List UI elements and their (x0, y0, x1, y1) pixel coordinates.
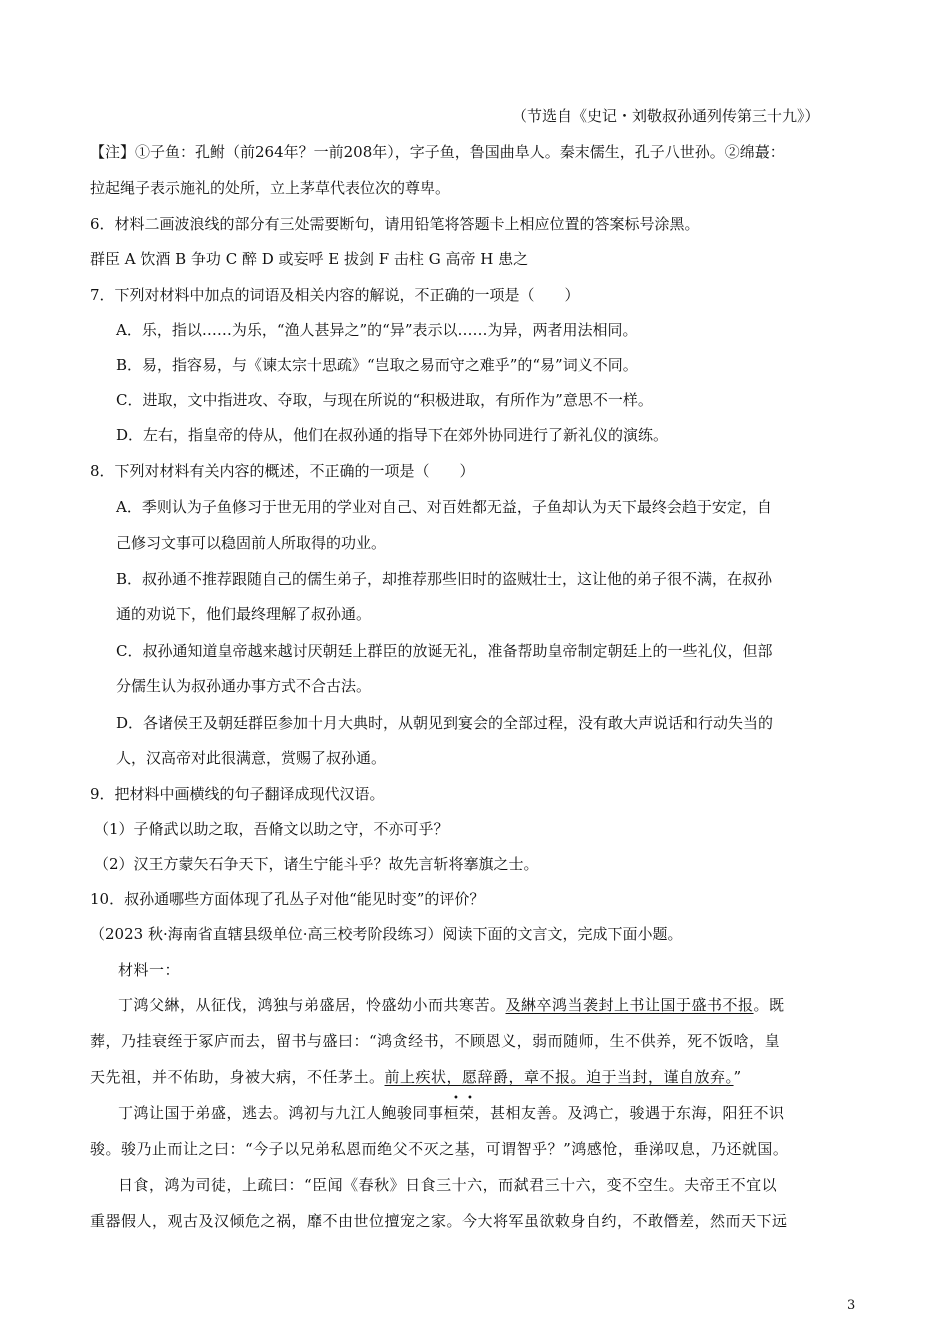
material-1-title: 材料一： (118, 961, 181, 979)
section-intro: （2023 秋·海南省直辖县级单位·高三校考阶段练习）阅读下面的文言文，完成下面小题。 (90, 925, 683, 943)
question-10-stem: 10．叔孙通哪些方面体现了孔丛子对他“能见时变”的评价？ (90, 890, 485, 908)
emphasis-dot: • (453, 1093, 459, 1104)
paragraph-2-line-2: 骏。骏乃止而让之曰：“今子以兄弟私恩而绝父不灭之基，可谓智乎？”鸿感怆，垂涕叹息，乃还就国。 (90, 1140, 789, 1158)
closing-quote: ” (733, 1068, 742, 1086)
wavy-line-passage: 及綝卒鸿当袭封上书让国于盛书不报 (505, 996, 754, 1014)
paragraph-1-line-3 (90, 1067, 742, 1087)
question-8-option-a-line-2: 己修习文事可以稳固前人所取得的功业。 (116, 534, 387, 552)
page-number: 3 (847, 1298, 856, 1313)
question-9-sentence-2: （2）汉王方蒙矢石争天下，诸生宁能斗乎？故先言斩将搴旗之士。 (94, 855, 539, 873)
question-7-option-c: C．进取，文中指进攻、夺取，与现在所说的“积极进取，有所作为”意思不一样。 (116, 391, 653, 409)
paragraph-1-line-2: 葬，乃挂衰绖于冢庐而去，留书与盛曰：“鸿贪经书，不顾恩义，弱而随师，生不供养，死不饭唅，皇 (90, 1032, 781, 1050)
paragraph-1-text-end: 。既 (753, 996, 785, 1014)
paragraph-1-text: 天先祖，并不佑助，身被大病，不任茅土。 (90, 1068, 385, 1086)
question-8-option-b-line-1: B．叔孙通不推荐跟随自己的儒生弟子，却推荐那些旧时的盗贼壮士，这让他的弟子很不满，在叔孙 (116, 570, 773, 588)
question-8-option-c-line-1: C．叔孙通知道皇帝越来越讨厌朝廷上群臣的放诞无礼，准备帮助皇帝制定朝廷上的一些礼仪，但部 (116, 642, 773, 660)
question-9-sentence-1: （1）子脩武以助之取，吾脩文以助之守，不亦可乎？ (94, 820, 449, 838)
paragraph-1-text: 丁鸿父綝，从征伐，鸿独与弟盛居，怜盛幼小而共寒苦。 (118, 996, 506, 1014)
question-8-option-b-line-2: 通的劝说下，他们最终理解了叔孙通。 (116, 605, 372, 623)
question-8-option-d-line-2: 人，汉高帝对此很满意，赏赐了叔孙通。 (116, 749, 387, 767)
paragraph-3-line-2: 重器假人，观古及汉倾危之祸，靡不由世位擅宠之家。今大将军虽欲敕身自约，不敢僭差，然而天下远 (90, 1212, 788, 1230)
question-7-option-b: B．易，指容易，与《谏太宗十思疏》“岂取之易而守之难乎”的“易”词义不同。 (116, 356, 638, 374)
question-8-option-c-line-2: 分儒生认为叔孙通办事方式不合古法。 (116, 677, 372, 695)
paragraph-3-line-1: 日食，鸿为司徒，上疏曰：“臣闻《春秋》日食三十六，而弑君三十六，变不空生。夫帝王不宜以 (118, 1176, 778, 1194)
paragraph-1-line-1 (118, 995, 785, 1015)
question-8-option-a-line-1: A．季则认为子鱼修习于世无用的学业对自己、对百姓都无益，子鱼却认为天下最终会趋于安定，自 (116, 498, 772, 516)
underlined-sentence: 前上疾状，愿辞爵，章不报。迫于当封，谨自放弃。 (384, 1068, 734, 1086)
question-8-option-d-line-1: D．各诸侯王及朝廷群臣参加十月大典时，从朝见到宴会的全部过程，没有敢大声说话和行动失当的 (116, 714, 774, 732)
question-8-stem: 8．下列对材料有关内容的概述，不正确的一项是（ ） (90, 462, 475, 480)
question-7-option-a: A．乐，指以……为乐，“渔人甚异之”的“异”表示以……为异，两者用法相同。 (116, 321, 638, 339)
question-6-stem: 6．材料二画波浪线的部分有三处需要断句，请用铅笔将答题卡上相应位置的答案标号涂黑。 (90, 215, 700, 233)
question-6-text: 群臣 A 饮酒 B 争功 C 醉 D 或妄呼 E 拔剑 F 击柱 G 高帝 H 患之 (90, 250, 529, 268)
question-7-option-d: D．左右，指皇帝的侍从，他们在叔孙通的指导下在郊外协同进行了新礼仪的演练。 (116, 426, 669, 444)
source-citation: （节选自《史记・刘敬叔孙通列传第三十九》） (512, 107, 820, 125)
emphasis-dot: • (467, 1093, 473, 1104)
note-line-2: 拉起绳子表示施礼的处所，立上茅草代表位次的尊卑。 (90, 179, 451, 197)
paragraph-2-line-1: 丁鸿让国于弟盛，逃去。鸿初与九江人鲍骏同事桓荣，甚相友善。及鸿亡，骏遇于东海，阳狂不识 (118, 1104, 785, 1122)
note-line-1: 【注】①子鱼：孔鲋（前264年？一前208年），字子鱼，鲁国曲阜人。秦末儒生，孔子八世孙。②绵蕞： (90, 143, 785, 161)
question-9-stem: 9．把材料中画横线的句子翻译成现代汉语。 (90, 785, 385, 803)
question-7-stem: 7．下列对材料中加点的词语及相关内容的解说，不正确的一项是（ ） (90, 286, 580, 304)
